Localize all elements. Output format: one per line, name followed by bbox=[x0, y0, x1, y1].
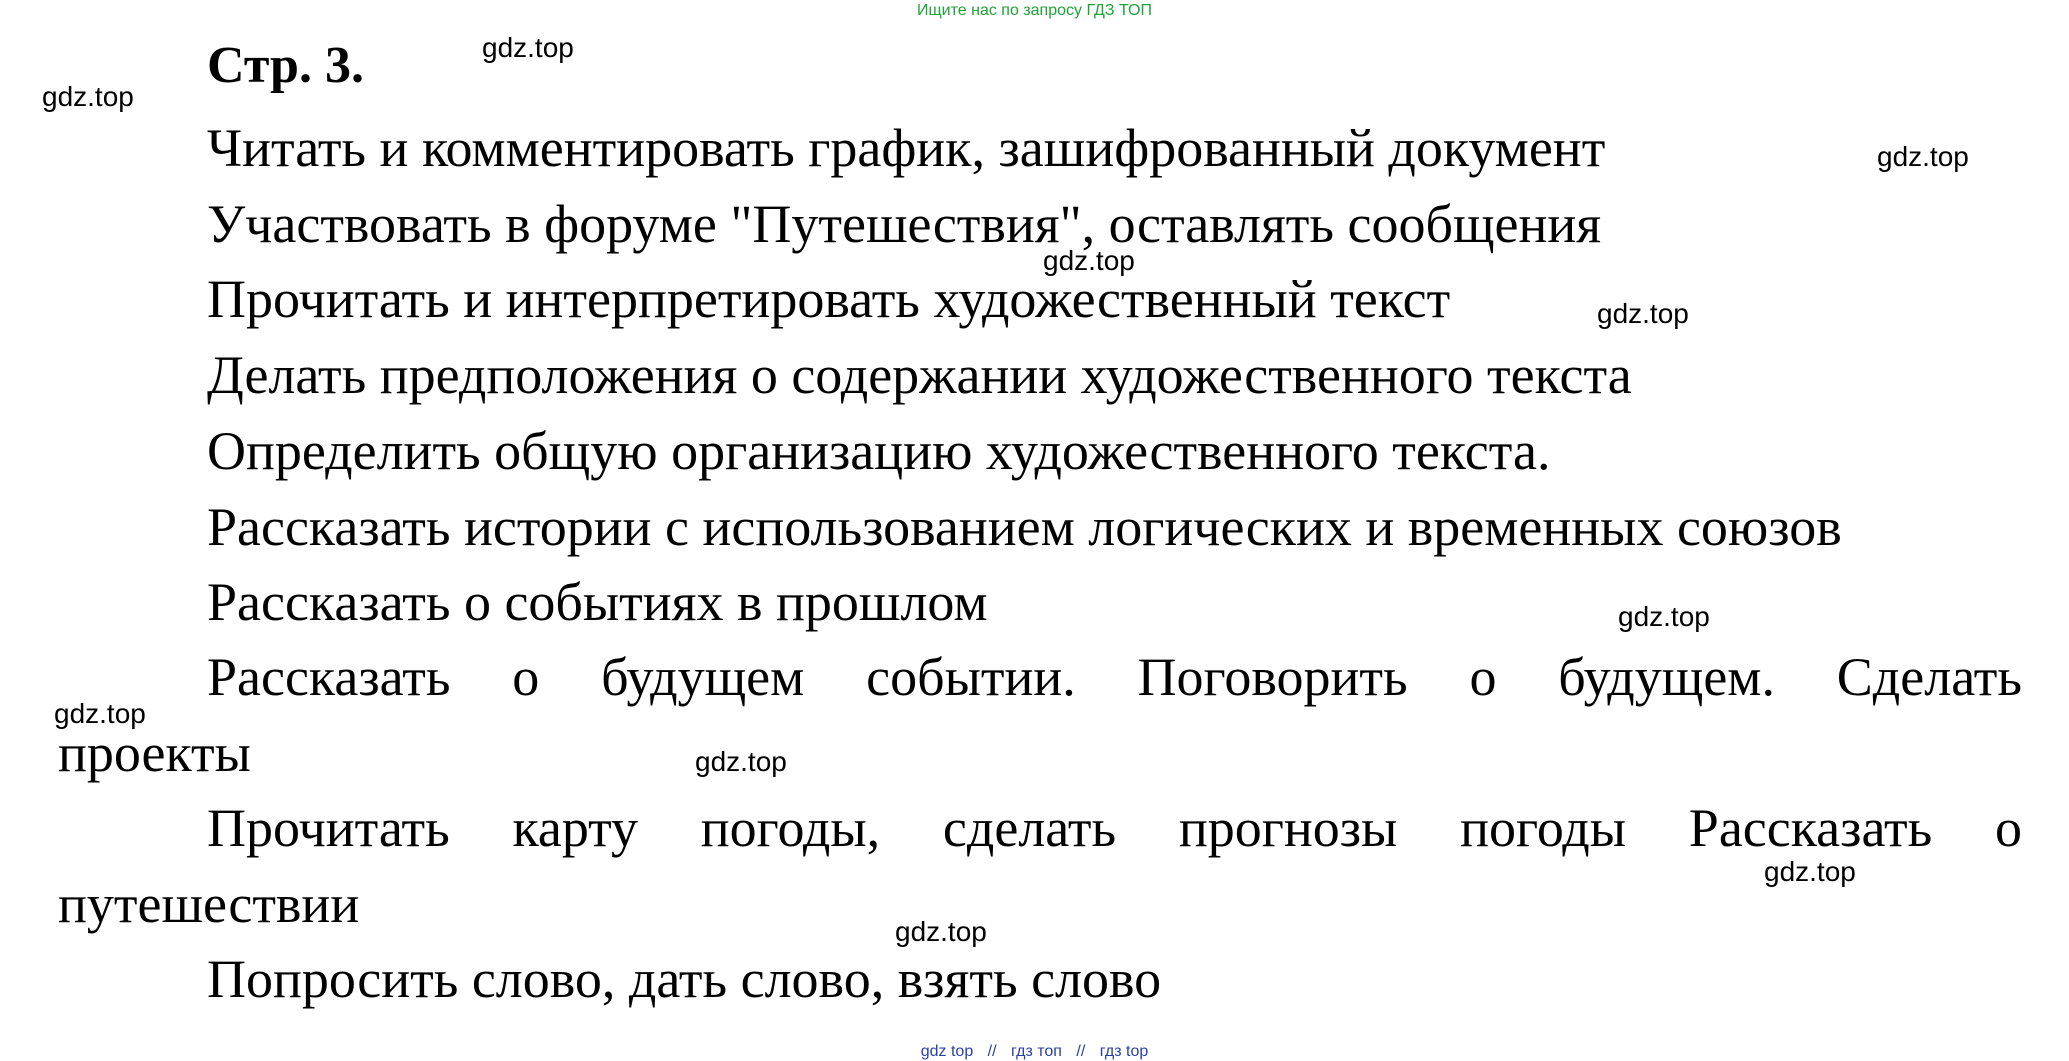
text-line-8: Рассказать о будущем событии. Поговорить о будущем. Сделать bbox=[207, 647, 2022, 707]
watermark: gdz.top bbox=[1618, 601, 1710, 632]
watermark: gdz.top bbox=[1764, 856, 1856, 887]
watermark: gdz.top bbox=[1597, 298, 1689, 329]
watermark: gdz.top bbox=[895, 916, 987, 947]
text-line-2: Участвовать в форуме "Путешествия", оставлять сообщения bbox=[207, 194, 1602, 254]
search-banner: Ищите нас по запросу ГДЗ ТОП bbox=[917, 2, 1152, 19]
page-title: Стр. 3. bbox=[207, 37, 364, 94]
text-line-8-continuation: проекты bbox=[58, 723, 251, 783]
text-line-3: Прочитать и интерпретировать художественный текст bbox=[207, 269, 1451, 329]
text-line-9-continuation: путешествии bbox=[58, 874, 360, 934]
text-line-10: Попросить слово, дать слово, взять слово bbox=[207, 949, 1162, 1009]
text-line-4: Делать предположения о содержании художественного текста bbox=[207, 345, 1632, 405]
text-line-7: Рассказать о событиях в прошлом bbox=[207, 572, 988, 632]
watermark: gdz.top bbox=[1877, 141, 1969, 172]
footer-banner bbox=[0, 1043, 2069, 1061]
footer-separator: // bbox=[987, 1043, 997, 1060]
watermark: gdz.top bbox=[482, 32, 574, 63]
watermark: gdz.top bbox=[695, 746, 787, 777]
watermark: gdz.top bbox=[42, 81, 134, 112]
footer-separator: // bbox=[1076, 1043, 1086, 1060]
text-line-5: Определить общую организацию художественного текста. bbox=[207, 421, 1551, 481]
text-line-6: Рассказать истории с использованием логических и временных союзов bbox=[207, 497, 1842, 557]
text-line-1: Читать и комментировать график, зашифрованный документ bbox=[207, 118, 1606, 178]
text-line-9: Прочитать карту погоды, сделать прогнозы погоды Рассказать о bbox=[207, 798, 2022, 858]
footer-part-2: гдз топ bbox=[1011, 1043, 1062, 1060]
watermark: gdz.top bbox=[1043, 245, 1135, 276]
footer-part-1: gdz top bbox=[920, 1043, 974, 1060]
watermark: gdz.top bbox=[54, 698, 146, 729]
footer-part-3: гдз top bbox=[1099, 1043, 1149, 1060]
